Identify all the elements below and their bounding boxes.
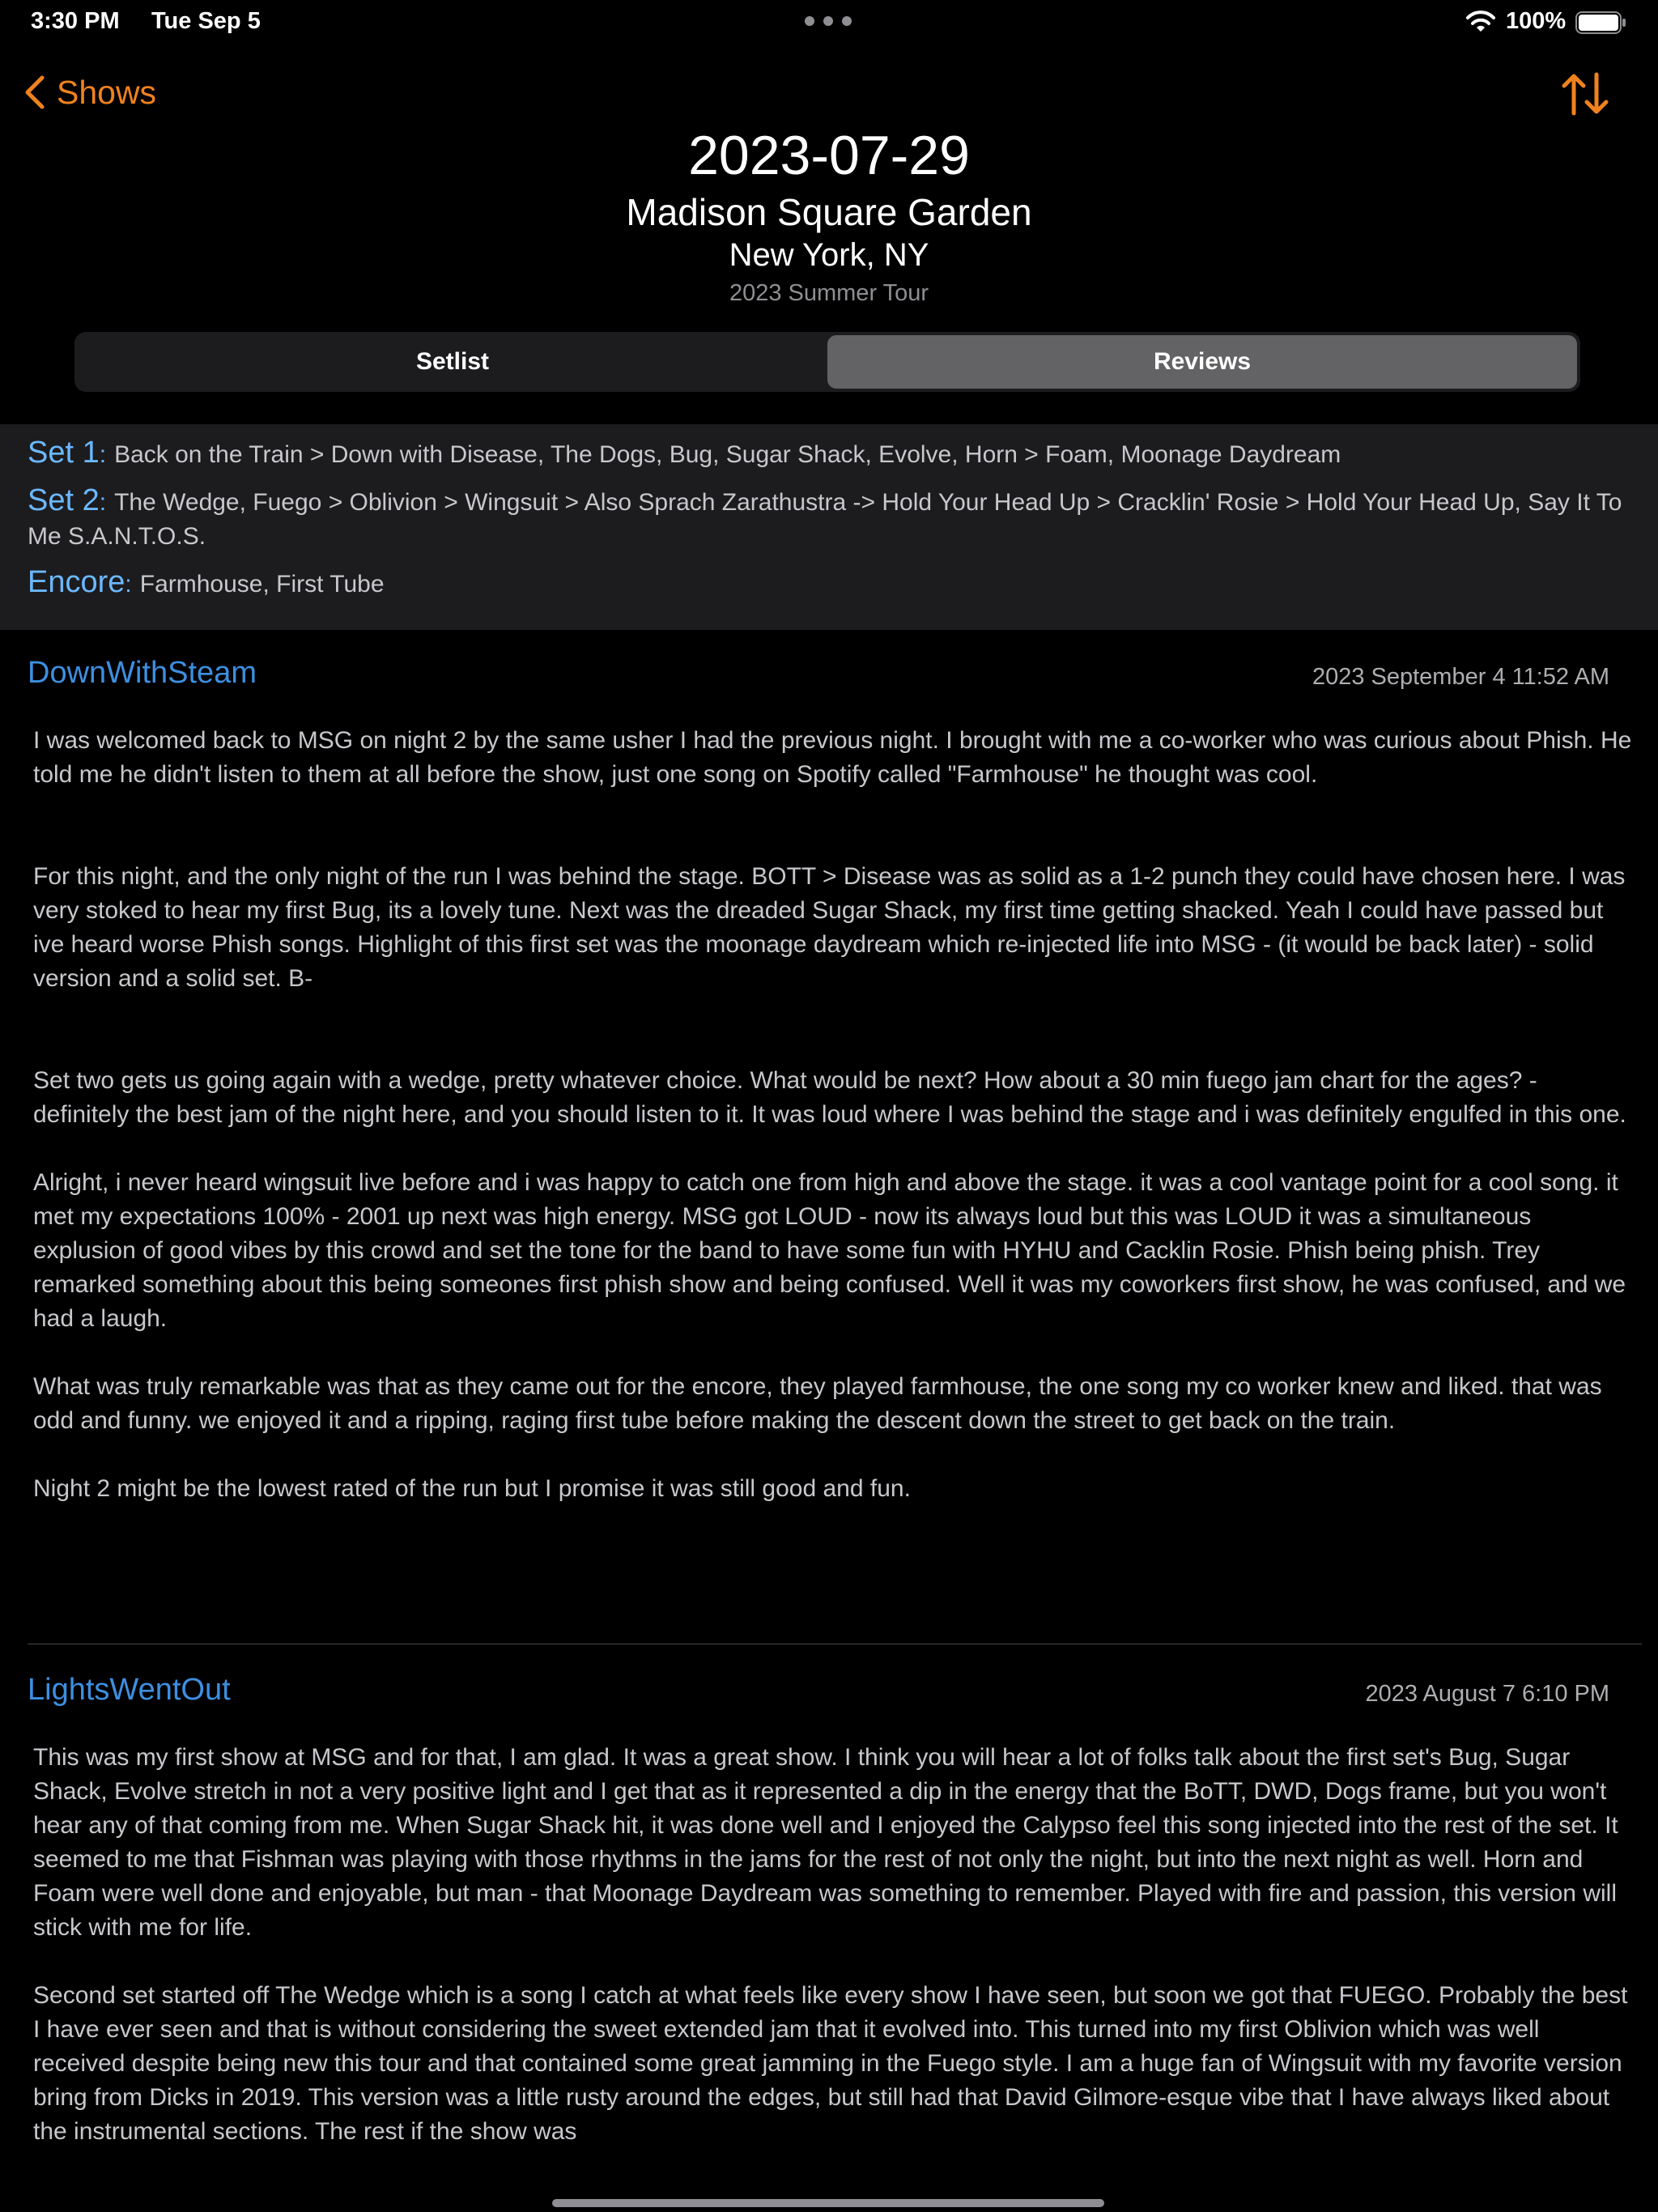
show-date: 2023-07-29	[688, 125, 970, 186]
set-songs: Back on the Train > Down with Disease, The Dogs, Bug, Sugar Shack, Evolve, Horn > Foam, Moonage Daydream	[114, 441, 1341, 468]
review-paragraph: Night 2 might be the lowest rated of the run but I promise it was still good and fun.	[33, 1475, 911, 1502]
venue-location: New York, NY	[729, 237, 929, 273]
battery-percentage: 100%	[1506, 8, 1567, 34]
review-body	[33, 724, 1636, 1506]
review-card	[28, 656, 1642, 1619]
review-paragraph: I was welcomed back to MSG on night 2 by the same usher I had the previous night. I brought with me a co-worker who was curious about Phish. He told me he didn't listen to them at all before the show, just one song on Spotify called "Farmhouse" he thought was cool.	[33, 727, 1632, 788]
set-label: Encore	[28, 565, 125, 599]
segment-setlist[interactable]: Setlist	[415, 348, 490, 375]
review-author[interactable]: LightsWentOut	[28, 1673, 231, 1707]
set-label: Set 2	[28, 483, 100, 517]
review-body	[33, 1741, 1636, 2149]
tour-name: 2023 Summer Tour	[729, 280, 929, 306]
review-card	[28, 1673, 1642, 2212]
status-time: 3:30 PM	[31, 8, 120, 34]
review-author[interactable]: DownWithSteam	[28, 656, 257, 690]
set-songs: The Wedge, Fuego > Oblivion > Wingsuit > Also Sprach Zarathustra -> Hold Your Head Up > Cracklin' Rosie > Hold Your Head Up, Say It To Me S.A.N.T.O.S.	[28, 489, 1622, 550]
set-songs: Farmhouse, First Tube	[139, 571, 385, 598]
segmented-control	[74, 332, 1580, 392]
set-label: Set 1	[28, 436, 100, 470]
review-paragraph: Alright, i never heard wingsuit live before and i was happy to catch one from high and above the stage. it was a cool vantage point for a cool song. it met my expectations 100% - 2001 up next was high energy. MSG got LOUD - now its always loud but this was LOUD it was a simultaneous explusion of good vibes by this crowd and set the tone for the band to have some fun with HYHU and Cacklin Rosie. Phish being phish. Trey remarked something about this being someones first phish show and being confused. Well it was my coworkers first show, he was confused, and we had a laugh.	[33, 1169, 1626, 1332]
review-paragraph: Second set started off The Wedge which is a song I catch at what feels like every show I have seen, but soon we got that FUEGO. Probably the best I have ever seen and that is without considering the sweet extended jam that it evolved into. This turned into my first Oblivion which was well received despite being new this tour and that contained some great jamming in the Fuego style. I am a huge fan of Wingsuit with my favorite version bring from Dicks in 2019. This version was a little rusty around the edges, but still had that David Gilmore-esque vibe that I have always liked about the instrumental sections. The rest if the show was	[33, 1982, 1628, 2145]
multitasking-dots-icon[interactable]	[805, 16, 852, 28]
status-bar	[0, 0, 1658, 45]
sort-arrows-icon[interactable]	[1558, 70, 1614, 118]
set-line: Encore: Farmhouse, First Tube	[28, 565, 385, 599]
setlist-summary	[0, 424, 1658, 630]
review-date: 2023 August 7 6:10 PM	[1365, 1681, 1609, 1707]
segment-reviews[interactable]: Reviews	[827, 335, 1577, 389]
review-paragraph: For this night, and the only night of the run I was behind the stage. BOTT > Disease was as solid as a 1-2 punch they could have chosen here. I was very stoked to hear my first Bug, its a lovely tune. Next was the dreaded Sugar Shack, my first time getting shacked. Yeah I could have passed but ive heard worse Phish songs. Highlight of this first set was the moonage daydream which re-injected life into MSG - (it would be back later) - solid version and a solid set. B-	[33, 863, 1626, 992]
battery-icon	[1575, 11, 1627, 34]
show-header	[0, 121, 1658, 311]
set-line: Set 2: The Wedge, Fuego > Oblivion > Wingsuit > Also Sprach Zarathustra -> Hold Your Head Up > Cracklin' Rosie > Hold Your Head Up, Say It To Me S.A.N.T.O.S.	[28, 483, 1622, 550]
review-paragraph: What was truly remarkable was that as they came out for the encore, they played farmhouse, the one song my co worker knew and liked. that was odd and funny. we enjoyed it and a ripping, raging first tube before making the descent down the street to get back on the train.	[33, 1373, 1602, 1434]
wifi-icon	[1465, 11, 1496, 33]
venue-name: Madison Square Garden	[626, 191, 1032, 233]
set-line: Set 1: Back on the Train > Down with Disease, The Dogs, Bug, Sugar Shack, Evolve, Horn > Foam, Moonage Daydream	[28, 436, 1341, 470]
home-indicator[interactable]	[552, 2199, 1104, 2207]
back-label: Shows	[57, 73, 157, 111]
review-paragraph: This was my first show at MSG and for that, I am glad. It was a great show. I think you will hear a lot of folks talk about the first set's Bug, Sugar Shack, Evolve stretch in not a very positive light and I get that as it represented a dip in the energy that the BoTT, DWD, Dogs frame, but you won't hear any of that coming from me. When Sugar Shack hit, it was done well and I enjoyed the Calypso feel this song injected into the rest of the set. It seemed to me that Fishman was playing with those rhythms in the jams for the rest of not only the night, but into the next night as well. Horn and Foam were well done and enjoyable, but man - that Moonage Daydream was something to remember. Played with fire and passion, this version will stick with me for life.	[33, 1744, 1618, 1941]
chevron-left-icon	[23, 74, 47, 110]
back-button[interactable]	[23, 70, 156, 115]
review-date: 2023 September 4 11:52 AM	[1312, 664, 1609, 690]
review-paragraph: Set two gets us going again with a wedge, pretty whatever choice. What would be next? How about a 30 min fuego jam chart for the ages? - definitely the best jam of the night here, and you should listen to it. It was loud where I was behind the stage and i was definitely engulfed in this one.	[33, 1067, 1626, 1128]
status-date: Tue Sep 5	[151, 8, 261, 34]
